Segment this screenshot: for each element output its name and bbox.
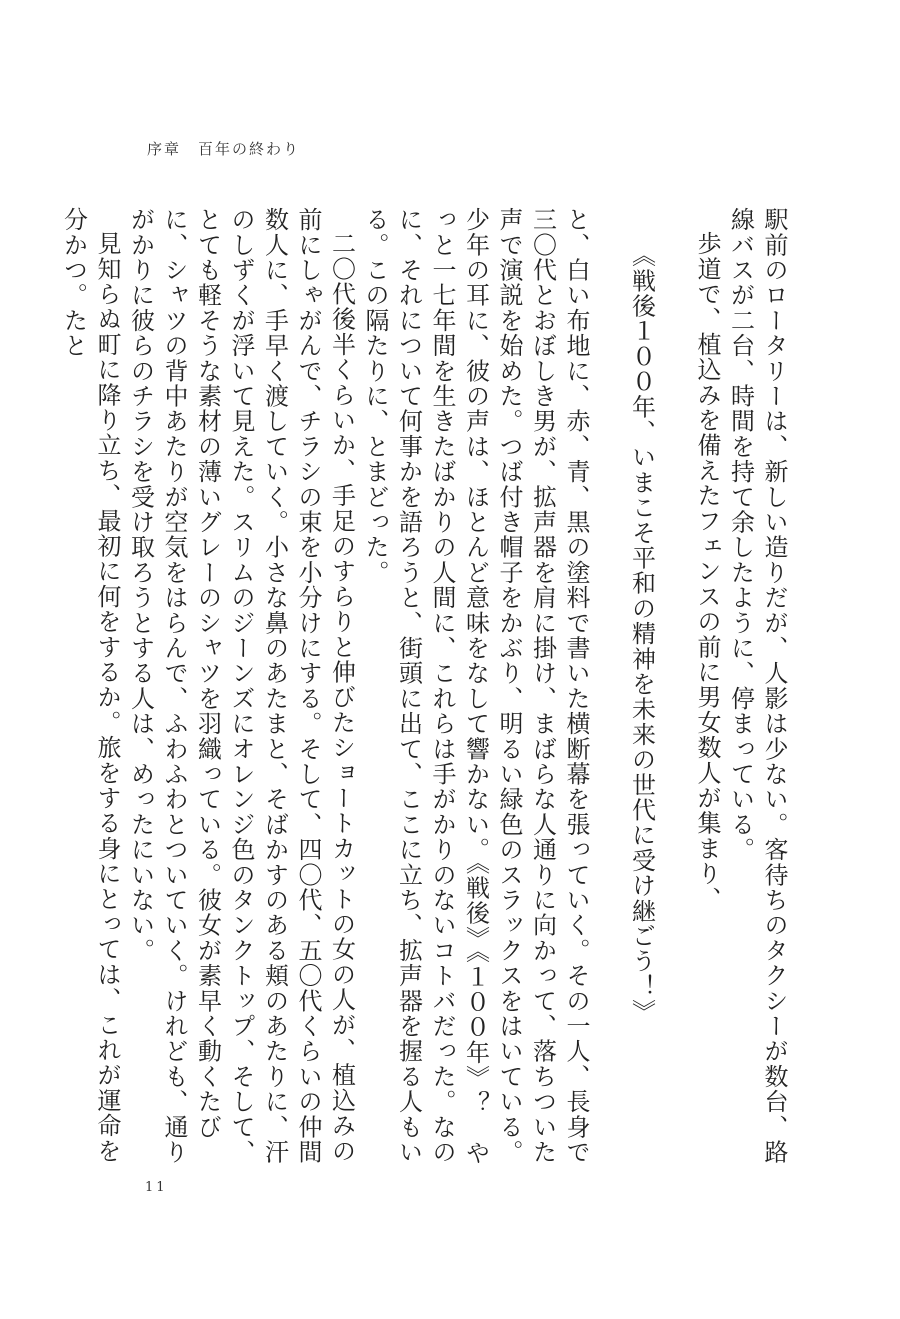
paragraph-4: 二〇代後半くらいか、手足のすらりと伸びたショートカットの女の人が、植込みの前にしゃがんで、チラシの束を小分けにする。そして、四〇代、五〇代くらいの仲間数人に、手早く渡していく。小さな鼻のあたまと、そばかすのある頬のあたりに、汗のしずくが浮いて見えた。スリムのジーンズにオレンジ色のタンクトップ、そして、とても軽そうな素材の薄いグレーのシャツを羽織っている。彼女が素早く動くたびに、シャツの背中あたりが空気をはらんで、ふわふわとついていく。けれども、通りがかりに彼らのチラシを受け取ろうとする人は、めったにいない。 [126,207,356,1165]
paragraph-2: 歩道で、植込みを備えたフェンスの前に男女数人が集まり、 [693,231,721,912]
paragraph-5: 見知らぬ町に降り立ち、最初に何をするか。旅をする身にとっては、これが運命を分かつ。たと [59,207,121,1164]
paragraph-1: 駅前のロータリーは、新しい造りだが、人影は少ない。客待ちのタクシーが数台、路線バスが二台、時間を持て余したように、停まっている。 [726,207,788,1165]
page-number: 11 [145,1180,168,1195]
body-text [59,207,790,1167]
running-head: 序章 百年の終わり [147,140,301,158]
paragraph-3: と、白い布地に、赤、青、黒の塗料で書いた横断幕を張っていく。その一人、長身で三〇代とおぼしき男が、拡声器を肩に掛け、まばらな人通りに向かって、落ちついた声で演説を始めた。つば付き帽子をかぶり、明るい緑色のスラックスをはいている。少年の耳に、彼の声は、ほとんど意味をなして響かない。《戦後》《１００年》？ やっと一七年間を生きたばかりの人間に、これらは手がかりのないコトバだった。なのに、それについて何事かを語ろうと、街頭に出て、ここに立ち、拡声器を握る人もいる。この隔たりに、とまどった。 [361,207,590,1166]
slogan: 《戦後１００年、いまこそ平和の精神を未来の世代に受け継ごう！》 [627,243,656,1025]
